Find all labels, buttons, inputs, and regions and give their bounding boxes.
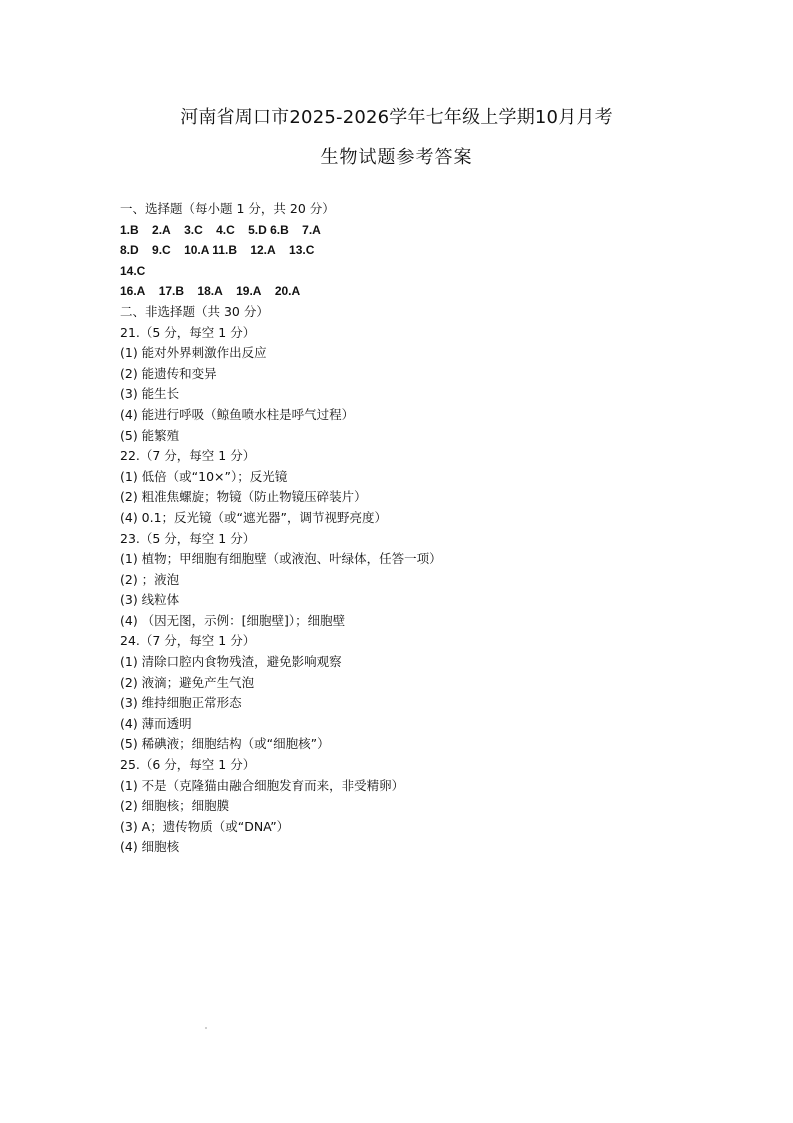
choice-answer: 4.C — [216, 222, 235, 237]
answer-line: (5) 稀碘液；细胞结构（或“细胞核”） — [120, 736, 330, 752]
answer-line: (2) 细胞核；细胞膜 — [120, 798, 230, 814]
answer-line: (1) 低倍（或“10×”）；反光镜 — [120, 468, 288, 484]
choice-answer-row — [120, 281, 720, 302]
answer-line: (4) （因无图，示例：[细胞壁]）；细胞壁 — [120, 612, 346, 628]
answer-line: (2) ；液泡 — [120, 571, 180, 587]
choice-answer-row — [120, 240, 720, 261]
answer-line: (3) 能生长 — [120, 386, 180, 402]
answer-line: (5) 能繁殖 — [120, 427, 180, 443]
question-heading: 21.（5 分，每空 1 分） — [120, 324, 256, 340]
question-heading: 24.（7 分，每空 1 分） — [120, 633, 256, 649]
document-title: 河南省周口市2025-2026学年七年级上学期10月月考 — [180, 107, 613, 128]
choice-answer-row — [120, 220, 720, 241]
choice-answer: 14.C — [120, 263, 146, 278]
question-heading: 22.（7 分，每空 1 分） — [120, 448, 256, 464]
choice-answer: 3.C — [184, 222, 203, 237]
choice-answer-row — [120, 261, 720, 282]
answer-line: (1) 清除口腔内食物残渣，避免影响观察 — [120, 654, 342, 670]
choice-answer: 7.A — [302, 222, 321, 237]
answer-line: (1) 不是（克隆猫由融合细胞发育而来，非受精卵） — [120, 777, 405, 793]
choice-answer: 20.A — [274, 284, 301, 299]
answer-line: (3) A；遗传物质（或“DNA”） — [120, 818, 290, 834]
answer-line: (1) 植物；甲细胞有细胞壁（或液泡、叶绿体，任答一项） — [120, 551, 442, 567]
answer-line: (4) 薄而透明 — [120, 715, 192, 731]
section-heading-choice: 一、选择题（每小题 1 分，共 20 分） — [120, 201, 335, 216]
choice-answer: 12.A — [250, 243, 276, 258]
answer-line: (2) 液滴；避免产生气泡 — [120, 674, 255, 690]
choice-answer: 13.C — [289, 243, 315, 258]
answer-line: (2) 粗准焦螺旋；物镜（防止物镜压碎装片） — [120, 489, 367, 505]
choice-answer: 17.B — [158, 284, 185, 299]
question-heading: 23.（5 分，每空 1 分） — [120, 530, 256, 546]
choice-answer: 18.A — [197, 284, 223, 299]
question-heading: 25.（6 分，每空 1 分） — [120, 757, 256, 773]
choice-answer: 2.A — [152, 222, 171, 237]
section-heading-nonchoice: 二、非选择题（共 30 分） — [120, 303, 269, 319]
answer-line: (4) 细胞核 — [120, 839, 180, 855]
choice-answer: 8.D — [120, 243, 139, 258]
answer-line: (4) 0.1；反光镜（或“遮光器”，调节视野亮度） — [120, 509, 388, 525]
answer-line: (3) 线粒体 — [120, 592, 180, 608]
choice-answer: 19.A — [236, 284, 262, 299]
scan-speck — [205, 1027, 207, 1029]
answer-body — [120, 199, 720, 858]
choice-answer: 9.C — [152, 243, 171, 258]
answer-line: (3) 维持细胞正常形态 — [120, 695, 242, 711]
answer-line: (2) 能遗传和变异 — [120, 365, 217, 381]
choice-answer: 10.A 11.B — [184, 243, 237, 258]
answer-line: (4) 能进行呼吸（鲸鱼喷水柱是呼气过程） — [120, 406, 355, 422]
choice-answer: 5.D 6.B — [248, 222, 289, 237]
document-subtitle: 生物试题参考答案 — [320, 147, 473, 168]
choice-answer: 16.A — [120, 284, 146, 299]
choice-answer: 1.B — [120, 222, 139, 237]
answer-line: (1) 能对外界刺激作出反应 — [120, 345, 267, 361]
